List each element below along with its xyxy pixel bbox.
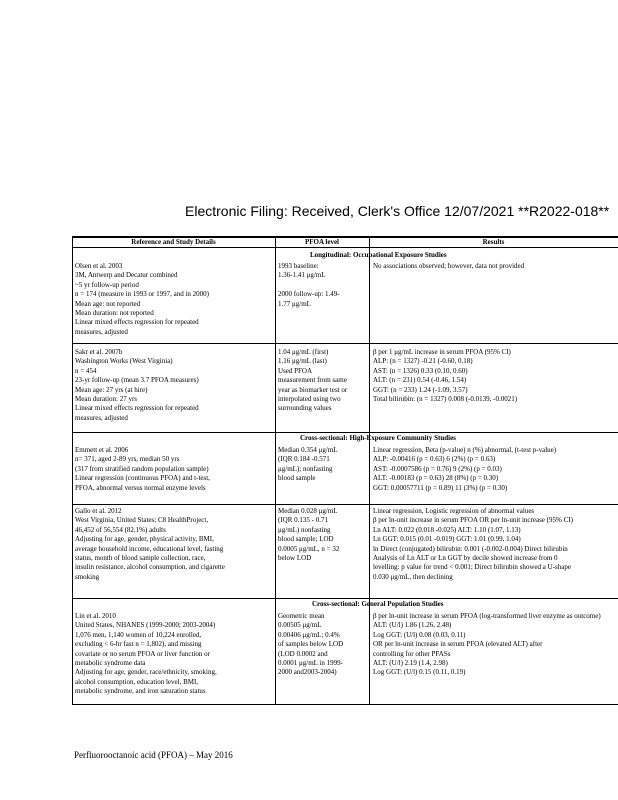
cell-line: Log GGT: (U/l) 0.15 (0.11, 0.19)	[373, 668, 466, 677]
pfoa-sakr	[278, 348, 367, 414]
row-rule	[72, 598, 618, 599]
cell-line: Used PFOA	[278, 366, 313, 375]
pfoa-gallo	[278, 507, 367, 563]
cell-line: Ln GGT: 0.015 (0.01 -0.019) GGT: 1.01 (0.99, 1.04)	[373, 535, 521, 544]
pfoa-olsen	[278, 262, 367, 309]
cell-line: PFOA, abnormal versus normal enzyme levels	[75, 483, 206, 492]
cell-line: Olsen et al. 2003	[75, 262, 123, 270]
cell-line: controlling for other PFASs	[373, 649, 451, 658]
cell-line: of samples below LOD	[278, 640, 344, 649]
ref-olsen	[75, 262, 273, 337]
cell-line: metabolic syndrome data	[75, 659, 146, 668]
cell-line: β per ln-unit increase in serum PFOA OR per ln-unit increase (95% CI)	[373, 516, 573, 525]
cell-line: 1.04 μg/mL (first)	[278, 348, 329, 356]
cell-line: (IQR 0.184 -0.571	[278, 455, 330, 464]
cell-line: Adjusting for age, gender, race/ethnicity, smoking,	[75, 668, 217, 677]
section-cross-high: Cross-sectional: High-Exposure Community Studies	[300, 434, 456, 442]
cell-line: year as biomarker test or	[278, 385, 348, 394]
cell-line: 1.16 μg/mL (last)	[278, 357, 327, 366]
cell-line: ALT: (U/l) 2.19 (1.4, 2.98)	[373, 659, 448, 668]
cell-line: alcohol consumption, education level, BMI,	[75, 677, 199, 686]
cell-line: Lin et al. 2010	[75, 612, 116, 620]
table-left-rule	[72, 236, 73, 705]
cell-line: Gallo et al. 2012	[75, 507, 122, 515]
cell-line: (317 from stratified random population sample)	[75, 464, 209, 473]
cell-line: Sakr et al. 2007b	[75, 348, 123, 356]
cell-line: covariate or no serum PFOA or liver function or	[75, 649, 210, 658]
cell-line: Mean duration: 27 yrs	[75, 395, 138, 404]
cell-line: Emmett et al. 2006	[75, 446, 129, 454]
cell-line: 23-yr follow-up (mean 3.7 PFOA measures)	[75, 376, 199, 385]
cell-line: 1993 baseline:	[278, 262, 319, 270]
cell-line: ALP: (n = 1327) -0.21 (-0.60, 0.18)	[373, 357, 473, 366]
cell-line: measures, adjusted	[75, 327, 128, 336]
cell-line: measures, adjusted	[75, 413, 128, 422]
cell-line: Analysis of Ln ALT or Ln GGT by decile showed increase from 0	[373, 554, 558, 563]
results-lin	[373, 612, 618, 678]
section-longitudinal: Longitudinal: Occupational Exposure Studies	[310, 251, 447, 259]
filing-header: Electronic Filing: Received, Clerk's Office 12/07/2021 **R2022-018**	[185, 203, 610, 219]
cell-line: 0.00406 μg/mL; 0.4%	[278, 630, 340, 639]
cell-line: West Virginia, United States; C8 HealthProject,	[75, 516, 209, 525]
cell-line: GGT: (n = 233) 1.24 (-1.09, 3.57)	[373, 385, 468, 394]
cell-line: 1,076 men, 1,140 women of 10,224 enrolled,	[75, 630, 202, 639]
ref-emmett	[75, 446, 273, 493]
cell-line: Log GGT: (U/l) 0.08 (0.03, 0.11)	[373, 630, 466, 639]
cell-line: OR per ln-unit increase in serum PFOA (elevated ALT) after	[373, 640, 543, 649]
cell-line: Total bilirubin: (n = 1327) 0.008 (-0.0139, -0.0021)	[373, 395, 518, 404]
header-pfoa-level: PFOA level	[304, 238, 340, 246]
cell-line: β per ln-unit increase in serum PFOA (log-transformed liver enzyme as outcome)	[373, 612, 601, 620]
cell-line: n = 454	[75, 366, 97, 375]
cell-line: average household income, educational level, fasting	[75, 544, 224, 553]
cell-line: 0.0005 μg/mL, n = 32	[278, 544, 340, 553]
cell-line: GGT: 0.00057711 (p = 0.89) 11 (3%) (p = 0.30)	[373, 483, 508, 492]
cell-line: ALT: -0.00183 (p = 0.63) 28 (8%) (p = 0.30)	[373, 474, 499, 483]
results-olsen	[373, 262, 618, 271]
cell-line: μg/mL); nonfasting	[278, 464, 333, 473]
column-rule	[369, 236, 370, 705]
cell-line: Linear regression (continuous PFOA) and t-test,	[75, 474, 210, 483]
cell-line: n= 371, aged 2-89 yrs, median 50 yrs	[75, 455, 180, 464]
page-footer: Perfluorooctanoic acid (PFOA) – May 2016	[74, 750, 233, 760]
cell-line: Mean age: not reported	[75, 299, 141, 308]
cell-line: No associations observed; however, data not provided	[373, 262, 525, 270]
pfoa-lin	[278, 612, 367, 678]
cell-line: ALP: -0.00416 (p = 0.63) 6 (2%) (p = 0.63)	[373, 455, 496, 464]
cell-line: Linear mixed effects regression for repeated	[75, 404, 199, 413]
cell-line: 0.0001 μg/mL in 1999-	[278, 659, 343, 668]
cell-line	[278, 281, 367, 290]
row-rule	[72, 432, 618, 433]
cell-line: interpolated using two	[278, 395, 341, 404]
cell-line: 2000 follow-up: 1.49-	[278, 290, 340, 299]
cell-line: United States, NHANES (1999-2000; 2003-2004)	[75, 621, 216, 630]
cell-line: Linear mixed effects regression for repeated	[75, 318, 199, 327]
cell-line: blood sample; LOD	[278, 535, 334, 544]
row-rule	[72, 343, 618, 344]
cell-line: 1.36-1.41 μg/mL	[278, 271, 326, 280]
cell-line: AST: -0.0007586 (p = 0.76) 9 (2%) (p = 0.03)	[373, 464, 502, 473]
cell-line: μg/mL) nonfasting	[278, 525, 331, 534]
cell-line: Median 0.354 μg/mL	[278, 446, 338, 454]
cell-line: ~5 yr follow-up period	[75, 280, 139, 289]
cell-line: Ln ALT: 0.022 (0.018 -0.025) ALT: 1.10 (1.07, 1.13)	[373, 525, 521, 534]
column-rule	[275, 236, 276, 705]
cell-line: 0.030 μg/mL, then declining	[373, 572, 453, 581]
section-cross-general: Cross-sectional: General Population Studies	[312, 600, 444, 608]
ref-sakr	[75, 348, 273, 423]
cell-line: β per 1 μg/mL increase in serum PFOA (95% CI)	[373, 348, 511, 356]
header-reference: Reference and Study Details	[131, 238, 216, 246]
cell-line: Linear regression, Logistic regression of abnormal values	[373, 507, 535, 515]
cell-line: metabolic syndrome, and iron saturation status	[75, 687, 206, 696]
cell-line: 3M, Antwerp and Decatur combined	[75, 271, 178, 280]
cell-line: n = 174 (measure in 1993 or 1997, and in 2000)	[75, 290, 210, 299]
cell-line: (IQR 0.135 - 0.71	[278, 516, 328, 525]
table-bottom-rule	[72, 704, 618, 705]
cell-line: smoking	[75, 572, 100, 581]
cell-line: status, month of blood sample collection, race,	[75, 554, 206, 563]
row-rule	[72, 504, 618, 505]
results-sakr	[373, 348, 618, 404]
cell-line: ln Direct (conjugated) bilirubin: 0.001 (-0.002-0.004) Direct bilirubin	[373, 544, 568, 553]
cell-line: Linear regression, Beta (p-value) n (%) abnormal, (t-test p-value)	[373, 446, 557, 454]
cell-line: (LOD 0.0002 and	[278, 649, 328, 658]
cell-line: Mean age: 27 yrs (at hire)	[75, 385, 148, 394]
cell-line: Washington Works (West Virginia)	[75, 357, 173, 366]
cell-line: 46,452 of 56,554 (82.1%) adults	[75, 525, 166, 534]
cell-line: blood sample	[278, 474, 316, 483]
results-gallo	[373, 507, 618, 582]
cell-line: insulin resistance, alcohol consumption, and cigarette	[75, 563, 225, 572]
ref-gallo	[75, 507, 273, 582]
results-emmett	[373, 446, 618, 493]
cell-line: Adjusting for age, gender, physical activity, BMI,	[75, 535, 214, 544]
cell-line: Mean duration: not reported	[75, 309, 154, 318]
cell-line: Median 0.028 μg/mL	[278, 507, 338, 515]
cell-line: ALT: (U/l) 1.86 (1.26, 2.48)	[373, 621, 452, 630]
cell-line: ALT: (n = 231) 0.54 (-0.46, 1.54)	[373, 376, 467, 385]
ref-lin	[75, 612, 273, 697]
cell-line: Geometric mean	[278, 612, 325, 620]
cell-line: surrounding values	[278, 404, 332, 413]
pfoa-emmett	[278, 446, 367, 484]
cell-line: 0.00505 μg/mL	[278, 621, 322, 630]
cell-line: below LOD	[278, 554, 312, 563]
cell-line: AST: (n = 1326) 0.33 (0.10, 0.60)	[373, 366, 468, 375]
header-results: Results	[482, 238, 505, 246]
cell-line: 1.77 μg/mL	[278, 299, 311, 308]
cell-line: levelling: p value for trend < 0.001; Direct bilirubin showed a U-shape	[373, 563, 571, 572]
cell-line: 2000 and2003-2004)	[278, 668, 337, 677]
cell-line: excluding < 6-hr fast n = 1,802), and missing	[75, 640, 202, 649]
cell-line: measurement from same	[278, 376, 347, 385]
